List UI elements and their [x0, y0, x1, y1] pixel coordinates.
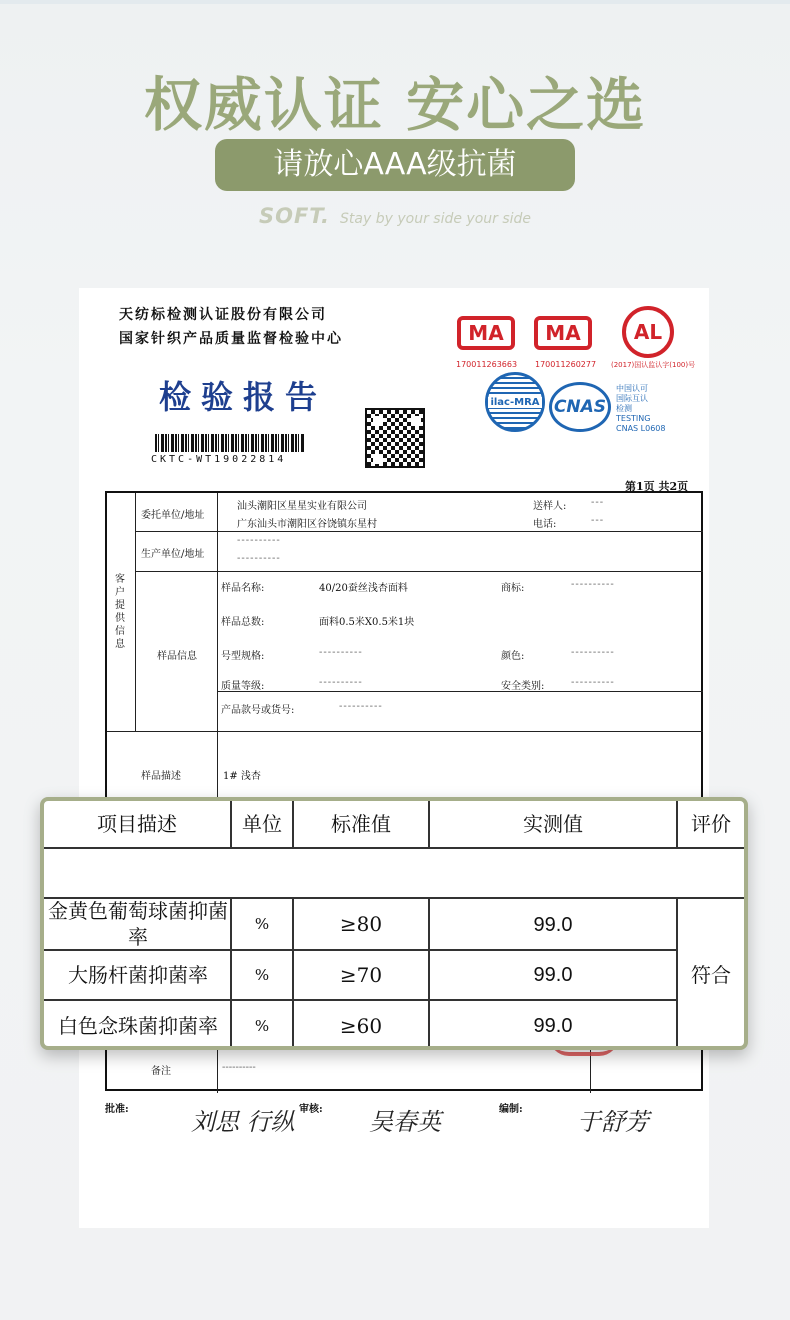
review-label: 审核:	[299, 1104, 323, 1115]
phone-label: 电话:	[533, 519, 557, 530]
org-name-1: 天纺标检测认证股份有限公司	[119, 307, 327, 323]
cnas-text: 中国认可 国际互认 检测 TESTING CNAS L0608	[616, 384, 666, 433]
cal-logo-icon: AL	[622, 306, 674, 358]
header-standard: 标准值	[331, 812, 391, 836]
header-measured: 实测值	[523, 812, 583, 836]
antibacterial-results-table	[40, 797, 748, 1050]
entrust-label: 委托单位/地址	[141, 510, 205, 521]
inspection-report	[79, 288, 709, 1228]
ilac-label: ilac-MRA	[490, 396, 540, 408]
grade-label: 质量等级:	[221, 681, 265, 692]
phone-value: ---	[591, 515, 605, 526]
sample-desc-label: 样品描述	[141, 771, 181, 782]
color-value: ----------	[571, 647, 615, 658]
header-unit: 单位	[242, 812, 282, 836]
result-item-name: 白色念珠菌抑菌率	[58, 1013, 218, 1038]
producer-value: ----------	[237, 553, 281, 564]
tagline-brand: SOFT.	[258, 204, 331, 228]
client-section-label: 客户提供信息	[115, 574, 125, 650]
barcode-number: CKTC-WT19022814	[151, 454, 287, 465]
model-label: 号型规格:	[221, 651, 265, 662]
cma-number-1: 170011263663	[456, 360, 518, 369]
grade-value: ----------	[319, 677, 363, 688]
trademark-label: 商标:	[501, 583, 525, 594]
approve-signature: 刘思 行纵	[191, 1108, 295, 1136]
result-evaluation: 符合	[691, 962, 731, 987]
color-label: 颜色:	[501, 651, 525, 662]
result-unit: %	[254, 915, 270, 933]
remark-value: ----------	[222, 1062, 256, 1073]
result-standard: ≥70	[339, 963, 383, 987]
entrust-name: 汕头潮阳区星星实业有限公司	[237, 501, 367, 512]
cma-logo-icon: MA	[534, 316, 592, 350]
result-unit: %	[254, 966, 270, 984]
safety-value: ----------	[571, 677, 615, 688]
result-measured: 99.0	[533, 964, 573, 986]
sender-label: 送样人:	[533, 501, 567, 512]
result-standard: ≥80	[339, 912, 383, 936]
item-no-label: 产品款号或货号:	[221, 705, 295, 716]
remark-label: 备注	[151, 1066, 171, 1077]
safety-label: 安全类别:	[501, 681, 545, 692]
ilac-mra-logo-icon	[485, 372, 545, 432]
report-title: 检验报告	[159, 378, 328, 416]
header-evaluation: 评价	[691, 812, 731, 836]
barcode-icon	[155, 434, 305, 452]
approve-label: 批准:	[105, 1104, 129, 1115]
sender-value: ---	[591, 497, 605, 508]
page-number: 第1页 共2页	[625, 480, 689, 493]
sample-name-label: 样品名称:	[221, 583, 265, 594]
sample-total-label: 样品总数:	[221, 617, 265, 628]
qr-code-icon	[365, 408, 425, 468]
compile-label: 编制:	[499, 1104, 523, 1115]
header-item: 项目描述	[97, 812, 177, 836]
result-standard: ≥60	[339, 1013, 383, 1038]
org-name-2: 国家针织产品质量监督检验中心	[119, 331, 343, 347]
result-measured: 99.0	[533, 1014, 573, 1037]
sample-name-value: 40/20蚕丝浅杏面料	[319, 583, 408, 594]
tagline-slogan: Stay by your side your side	[340, 211, 532, 227]
cma-logo-icon: MA	[457, 316, 515, 350]
item-no-value: ----------	[339, 701, 383, 712]
model-value: ----------	[319, 647, 363, 658]
compile-signature: 于舒芳	[577, 1108, 649, 1136]
top-divider	[0, 0, 790, 4]
producer-value: ----------	[237, 535, 281, 546]
result-unit: %	[254, 1016, 270, 1035]
result-item-name: 金黄色葡萄球菌抑菌率	[48, 899, 228, 949]
page-title: 权威认证 安心之选	[143, 71, 647, 139]
result-item-name: 大肠杆菌抑菌率	[68, 963, 208, 987]
cma-number-2: 170011260277	[535, 360, 597, 369]
producer-label: 生产单位/地址	[141, 549, 205, 560]
tagline	[0, 204, 790, 228]
cnas-logo-icon: CNAS	[549, 382, 611, 432]
sample-desc-value: 1# 浅杏	[223, 771, 261, 782]
sample-info-label: 样品信息	[157, 651, 197, 662]
sample-total-value: 面料0.5米X0.5米1块	[319, 617, 415, 628]
result-measured: 99.0	[533, 914, 573, 936]
cal-number: (2017)国认监认字(100)号	[611, 361, 696, 369]
trademark-value: ----------	[571, 579, 615, 590]
entrust-address: 广东汕头市潮阳区谷饶镇东星村	[237, 519, 377, 530]
aaa-antibacterial-badge: 请放心AAA级抗菌	[215, 139, 575, 191]
review-signature: 吴春英	[369, 1108, 441, 1136]
